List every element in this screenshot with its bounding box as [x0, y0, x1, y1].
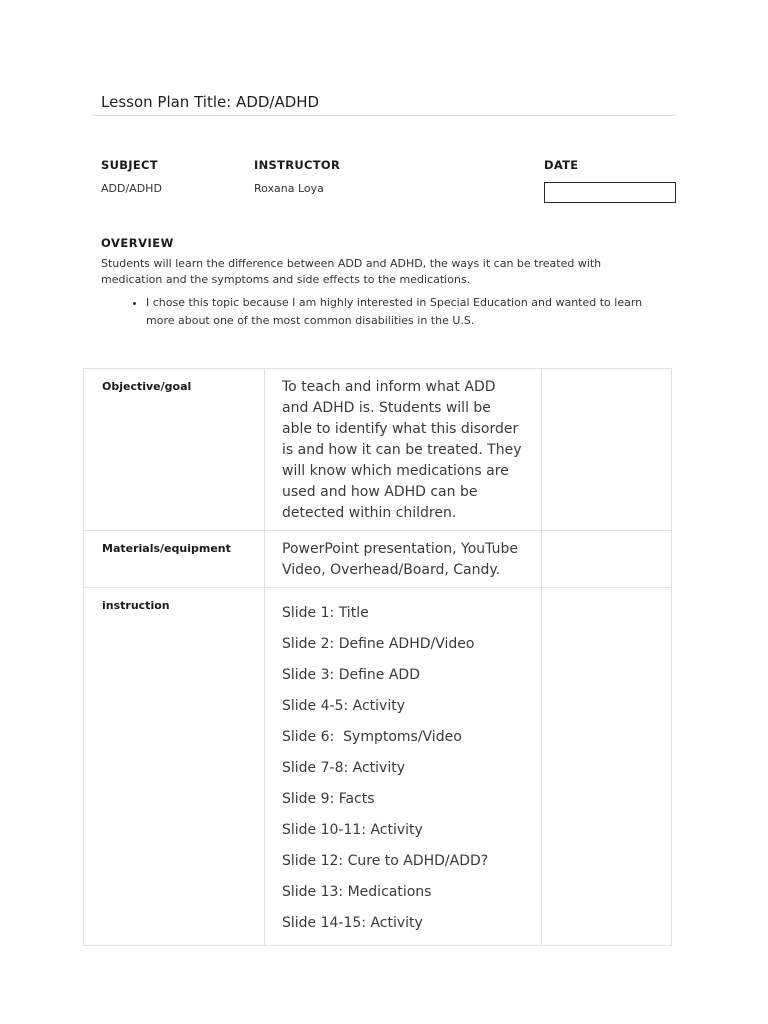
date-field[interactable] [544, 182, 676, 203]
list-item: Slide 3: Define ADD [282, 667, 420, 683]
table-row-objective [84, 369, 672, 531]
title-divider [92, 115, 676, 116]
page-title: Lesson Plan Title: ADD/ADHD [101, 93, 320, 111]
list-item: Slide 2: Define ADHD/Video [282, 636, 475, 652]
table-row-materials [84, 531, 672, 588]
list-item: Slide 1: Title [282, 605, 369, 621]
objective-label: Objective/goal [84, 369, 265, 531]
table-row-instruction [84, 588, 672, 946]
lesson-plan-table [83, 368, 672, 946]
slide-list [282, 596, 525, 939]
list-item: Slide 4-5: Activity [282, 698, 406, 714]
instructor-label: INSTRUCTOR [254, 158, 341, 172]
date-label: DATE [544, 158, 579, 172]
overview-text: Students will learn the difference between ADD and ADHD, the ways it can be treated with medication and the symptoms and side effects to the medications. [101, 257, 602, 286]
subject-value: ADD/ADHD [101, 182, 162, 195]
list-item: Slide 12: Cure to ADHD/ADD? [282, 853, 489, 869]
overview-bullet-list [101, 294, 666, 330]
instruction-label: instruction [84, 588, 265, 946]
materials-notes-cell [542, 531, 672, 588]
list-item: Slide 14-15: Activity [282, 915, 423, 931]
list-item: Slide 9: Facts [282, 791, 375, 807]
list-item: Slide 6: Symptoms/Video [282, 729, 462, 745]
subject-label: SUBJECT [101, 158, 158, 172]
instruction-notes-cell [542, 588, 672, 946]
list-item: Slide 13: Medications [282, 884, 432, 900]
objective-notes-cell [542, 369, 672, 531]
overview-heading: OVERVIEW [101, 236, 174, 250]
instructor-value: Roxana Loya [254, 182, 324, 195]
objective-content: To teach and inform what ADD and ADHD is. Students will be able to identify what this disorder is and how it can be treated. They will know which medications are used and how ADHD can be detected within children. [265, 369, 542, 531]
materials-label: Materials/equipment [84, 531, 265, 588]
materials-content: PowerPoint presentation, YouTube Video, Overhead/Board, Candy. [265, 531, 542, 588]
instruction-content [265, 588, 542, 946]
list-item: Slide 10-11: Activity [282, 822, 423, 838]
list-item: Slide 7-8: Activity [282, 760, 406, 776]
overview-bullet: • I chose this topic because I am highly interested in Special Education and wanted to learn more about one of the most common disabilities in the U.S. [146, 294, 666, 330]
